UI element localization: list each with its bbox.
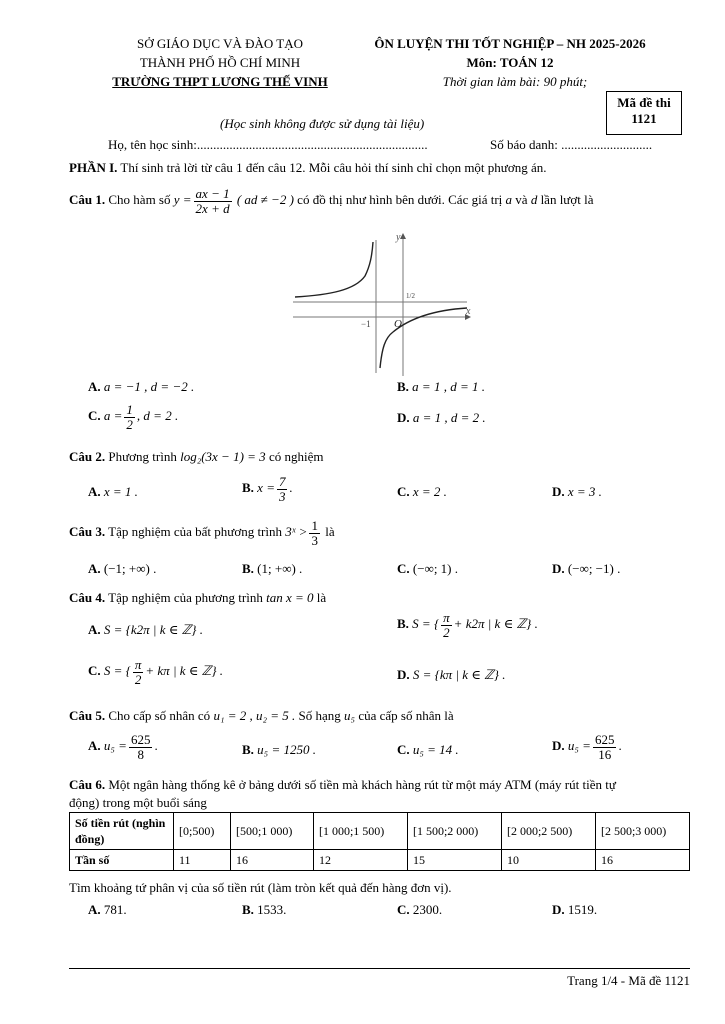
option-letter: C. [397, 742, 410, 757]
q3-pre: Tập nghiệm của bất phương trình [108, 524, 282, 540]
question-4 [69, 590, 326, 606]
option-text: x = 3 . [567, 484, 602, 499]
option-text: 1533. [257, 902, 287, 917]
option-letter: B. [397, 379, 409, 394]
option-text: x = [257, 480, 275, 496]
dept-line-2: THÀNH PHỐ HỒ CHÍ MINH [139, 55, 301, 70]
q3-option-d[interactable] [552, 561, 620, 577]
table-cell: 16 [595, 850, 689, 871]
q1-option-b[interactable] [397, 379, 485, 395]
option-letter: D. [552, 561, 565, 576]
option-text: (−∞; 1) . [412, 561, 459, 576]
q1-label: Câu 1. [69, 192, 106, 207]
option-letter: A. [88, 622, 101, 637]
exam-time: Thời gian làm bài: 90 phút; [442, 74, 588, 89]
q6-label: Câu 6. [69, 777, 106, 792]
q3-option-a[interactable] [88, 561, 156, 577]
q1-post2: lần lượt là [540, 192, 594, 207]
q3-post: là [325, 524, 335, 540]
y-tick-label: 1/2 [406, 292, 415, 300]
option-letter: D. [552, 738, 565, 754]
exam-code-box [606, 91, 682, 135]
question-6-line-1 [69, 777, 616, 793]
option-fraction [593, 733, 617, 761]
q1-and: và [515, 192, 528, 207]
option-text-post: , d = 2 . [136, 408, 179, 424]
q3-option-c[interactable] [397, 561, 458, 577]
table-cell: 15 [407, 850, 501, 871]
q6-text-1: Một ngân hàng thống kê ở bảng dưới số tiền mà khách hàng rút từ một máy ATM (máy rút tiền tự [108, 777, 616, 792]
option-text-post: + k2π | k ∈ ℤ} . [453, 616, 538, 632]
origin-label: O [394, 318, 402, 330]
option-letter: C. [397, 561, 410, 576]
q1-condition: ( ad ≠ −2 ) [236, 192, 294, 207]
table-cell: [2 500;3 000) [595, 813, 689, 850]
option-text-post: + kπ | k ∈ ℤ} . [145, 663, 224, 679]
table-cell: [500;1 000) [231, 813, 314, 850]
q3-label: Câu 3. [69, 524, 106, 540]
part-1-label: PHẦN I. [69, 160, 118, 175]
q1-denominator: 2x + d [195, 200, 230, 216]
q1-var-d: d [530, 192, 538, 207]
option-text: (−∞; −1) . [567, 561, 621, 576]
q5-terms: u₁ = 2 , u₂ = 5 . [213, 708, 296, 723]
q1-function-graph [285, 228, 480, 378]
table-row [70, 850, 690, 871]
part-1-instructions [69, 160, 546, 176]
table-cell: [1 500;2 000) [407, 813, 501, 850]
table-cell: [2 000;2 500) [501, 813, 595, 850]
y-axis-label: y [396, 232, 401, 243]
fraction-denominator: 16 [598, 746, 612, 762]
q5-label: Câu 5. [69, 708, 106, 723]
option-letter: D. [552, 902, 565, 917]
q4-option-a[interactable] [88, 622, 203, 638]
table-cell: 12 [313, 850, 407, 871]
q5-option-b[interactable] [242, 742, 316, 758]
q2-option-d[interactable] [552, 484, 602, 500]
option-text: 2300. [412, 902, 443, 917]
option-letter: B. [242, 742, 254, 757]
q6-option-a[interactable] [88, 902, 127, 918]
option-fraction [129, 733, 153, 761]
x-tick-label: −1 [361, 319, 371, 329]
fraction-denominator: 2 [126, 416, 133, 432]
part-1-text: Thí sinh trả lời từ câu 1 đến câu 12. Mỗi câu hỏi thí sinh chỉ chọn một phương án. [120, 160, 547, 175]
q2-option-b[interactable] [242, 475, 293, 503]
school-name: TRƯỜNG THPT LƯƠNG THẾ VINH [112, 74, 328, 89]
option-text: u₅ = [567, 738, 591, 754]
q1-fraction [194, 187, 232, 215]
option-letter: C. [397, 902, 410, 917]
fraction-denominator: 2 [443, 624, 450, 640]
row-header-frequency: Tần số [70, 850, 174, 871]
fraction-numerator: 7 [278, 474, 286, 489]
x-axis-label: x [466, 306, 471, 317]
q4-pre: Tập nghiệm của phương trình [108, 590, 263, 605]
question-2 [69, 449, 323, 465]
q4-label: Câu 4. [69, 590, 106, 605]
table-row [70, 813, 690, 850]
option-text: S = {kπ | k ∈ ℤ} . [412, 667, 506, 682]
dept-line-1: SỞ GIÁO DỤC VÀ ĐÀO TẠO [137, 36, 303, 51]
option-text-post: . [289, 480, 293, 496]
q1-post: có đồ thị như hình bên dưới. Các giá trị [297, 192, 503, 207]
option-letter: C. [88, 408, 101, 424]
q4-option-b[interactable] [397, 611, 538, 639]
question-5 [69, 708, 454, 724]
option-text: (1; +∞) . [257, 561, 303, 576]
q1-pre: Cho hàm số [108, 192, 171, 207]
q2-pre: Phương trình [108, 449, 177, 464]
fraction-numerator: 625 [594, 732, 615, 747]
q3-lhs: 3ˣ > [285, 524, 308, 540]
option-letter: A. [88, 902, 101, 917]
q1-numerator: ax − 1 [195, 185, 230, 201]
q4-option-c[interactable] [88, 658, 223, 686]
option-text-post: . [154, 738, 158, 754]
q1-func-y: y = [173, 192, 192, 207]
q2-option-a[interactable] [88, 484, 138, 500]
student-id-line: Số báo danh: ............................ [490, 137, 653, 152]
option-text: S = {k2π | k ∈ ℤ} . [103, 622, 203, 637]
option-fraction [133, 658, 144, 686]
option-text: x = 2 . [412, 484, 447, 499]
option-text: u₅ = 1250 . [257, 742, 316, 757]
table-cell: [1 000;1 500) [313, 813, 407, 850]
q5-mid: Số hạng [298, 708, 341, 723]
option-text: 1519. [567, 902, 598, 917]
q5-option-a[interactable] [88, 733, 158, 761]
option-text: u₅ = 14 . [412, 742, 459, 757]
q2-option-c[interactable] [397, 484, 447, 500]
curve-left-branch [295, 242, 373, 297]
no-materials-note: (Học sinh không được sử dụng tài liệu) [220, 116, 425, 131]
q1-option-a[interactable] [88, 379, 194, 395]
q6-option-d[interactable] [552, 902, 597, 918]
q2-post: có nghiệm [268, 449, 324, 464]
fraction-denominator: 3 [311, 532, 318, 548]
option-text: S = { [103, 663, 131, 679]
option-letter: D. [397, 410, 410, 425]
q4-post: là [316, 590, 327, 605]
exam-title: ÔN LUYỆN THI TỐT NGHIỆP – NH 2025-2026 [374, 36, 646, 51]
option-fraction [124, 403, 135, 431]
option-text: a = −1 , d = −2 . [103, 379, 195, 394]
q6-option-b[interactable] [242, 902, 286, 918]
option-letter: A. [88, 561, 101, 576]
question-3 [69, 519, 335, 547]
q5-option-d[interactable] [552, 733, 622, 761]
q2-label: Câu 2. [69, 449, 106, 464]
table-cell: 11 [174, 850, 231, 871]
q6-option-c[interactable] [397, 902, 442, 918]
q5-u5: u₅ [344, 708, 356, 723]
fraction-denominator: 2 [134, 671, 142, 687]
exam-code: 1121 [631, 111, 657, 126]
option-letter: B. [242, 902, 254, 917]
option-letter: A. [88, 379, 101, 394]
subject: Môn: TOÁN 12 [466, 55, 554, 70]
option-fraction [441, 611, 452, 639]
option-letter: A. [88, 738, 101, 754]
fraction-numerator: 1 [126, 402, 133, 417]
fraction-denominator: 3 [278, 488, 286, 504]
option-text: a = 1 , d = 1 . [412, 379, 485, 394]
question-1 [69, 186, 593, 215]
q1-var-a: a [505, 192, 513, 207]
option-letter: D. [397, 667, 410, 682]
option-text: S = { [412, 616, 440, 632]
student-name-line: Họ, tên học sinh:....................................................................... [108, 137, 428, 152]
table-cell: 16 [231, 850, 314, 871]
q3-option-b[interactable] [242, 561, 302, 577]
q1-option-d[interactable] [397, 410, 486, 426]
q1-option-c[interactable] [88, 403, 178, 431]
q6-question: Tìm khoảng tứ phân vị của số tiền rút (làm tròn kết quả đến hàng đơn vị). [69, 880, 452, 895]
fraction-denominator: 8 [137, 746, 144, 762]
option-letter: A. [88, 484, 101, 499]
option-text: a = [103, 408, 123, 424]
option-text: x = 1 . [103, 484, 138, 499]
row-header-amount: Số tiền rút (nghìn đồng) [70, 813, 174, 850]
exam-code-label: Mã đề thi [617, 95, 671, 110]
q3-fraction [309, 519, 320, 547]
q5-pre: Cho cấp số nhân có [108, 708, 211, 723]
fraction-numerator: π [134, 657, 142, 672]
option-text: u₅ = [103, 738, 127, 754]
option-letter: B. [242, 480, 254, 496]
option-text-post: . [618, 738, 622, 754]
q2-equation: log₂(3x − 1) = 3 [180, 449, 266, 464]
q4-option-d[interactable] [397, 667, 506, 683]
option-letter: B. [242, 561, 254, 576]
option-text: a = 1 , d = 2 . [412, 410, 486, 425]
table-cell: [0;500) [174, 813, 231, 850]
option-text: 781. [103, 902, 127, 917]
q5-option-c[interactable] [397, 742, 459, 758]
option-fraction [277, 475, 288, 503]
footer-divider [69, 968, 690, 969]
atm-withdrawal-table [69, 812, 690, 871]
option-letter: C. [397, 484, 410, 499]
fraction-numerator: 1 [311, 518, 318, 533]
question-6-line-2: động) trong một buổi sáng [69, 795, 207, 810]
option-letter: C. [88, 663, 101, 679]
option-text: (−1; +∞) . [103, 561, 157, 576]
option-letter: B. [397, 616, 409, 632]
q5-post: của cấp số nhân là [358, 708, 454, 723]
table-cell: 10 [501, 850, 595, 871]
q4-equation: tan x = 0 [266, 590, 314, 605]
fraction-numerator: π [443, 610, 450, 625]
fraction-numerator: 625 [130, 732, 151, 747]
option-letter: D. [552, 484, 565, 499]
page-footer: Trang 1/4 - Mã đề 1121 [567, 973, 690, 988]
